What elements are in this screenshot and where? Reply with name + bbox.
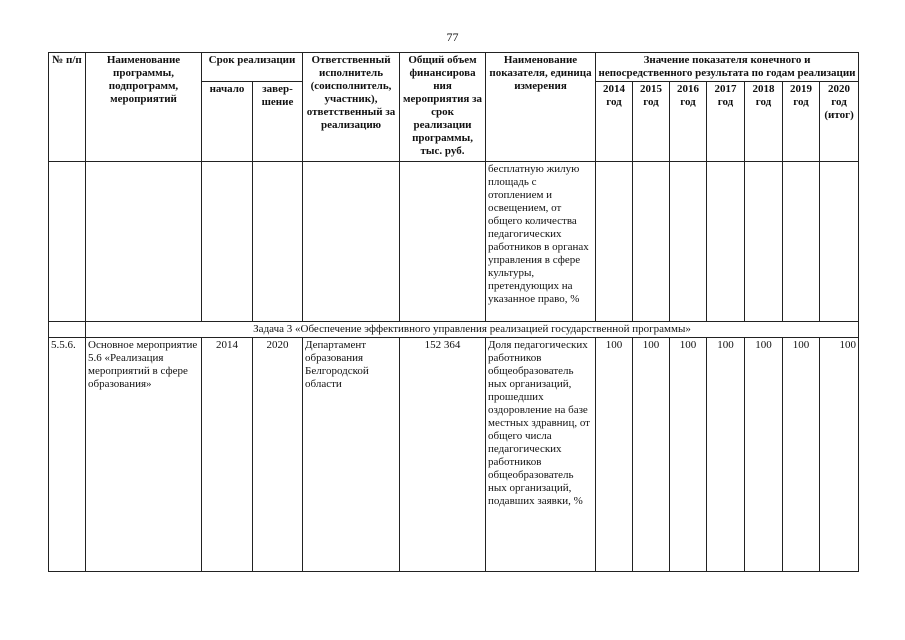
row-value-2017: 100 — [707, 338, 745, 572]
row-value-2016: 100 — [670, 338, 707, 572]
row-responsible: Департамент образования Белгородской области — [303, 338, 400, 572]
header-year-2020: 2020 год (итог) — [820, 82, 859, 162]
row-value-2019: 100 — [783, 338, 820, 572]
header-year-2019: 2019 год — [783, 82, 820, 162]
continuation-indicator: бесплатную жилую площадь с отоплением и освещением, от общего количества педагогических работников в органах управления в сфере культуры, претендующих на указанное право, % — [486, 162, 596, 322]
row-value-2015: 100 — [633, 338, 670, 572]
row-value-2020: 100 — [820, 338, 859, 572]
header-year-2015: 2015 год — [633, 82, 670, 162]
header-responsible: Ответственный исполнитель (соисполнитель, участник), ответственный за реализацию — [303, 53, 400, 162]
row-start: 2014 — [202, 338, 253, 572]
indicators-table — [48, 52, 859, 572]
row-name: Основное мероприятие 5.6 «Реализация мероприятий в сфере образования» — [86, 338, 202, 572]
header-year-2018: 2018 год — [745, 82, 783, 162]
header-end: завер-шение — [253, 82, 303, 162]
header-values-title: Значение показателя конечного и непосредственного результата по годам реализации — [596, 53, 859, 82]
row-funding: 152 364 — [400, 338, 486, 572]
row-indicator: Доля педагогических работников общеобразователь ных организаций, прошедших оздоровление на базе местных здравниц, от общего числа педагогических работников общеобразователь ных организаций, подавших заявки, % — [486, 338, 596, 572]
header-funding: Общий объем финансирова ния мероприятия за срок реализации программы, тыс. руб. — [400, 53, 486, 162]
header-name: Наименование программы, подпрограмм, мероприятий — [86, 53, 202, 162]
task-title: Задача 3 «Обеспечение эффективного управления реализацией государственной программы» — [86, 322, 859, 338]
header-year-2016: 2016 год — [670, 82, 707, 162]
task-row — [49, 322, 859, 338]
continuation-row — [49, 162, 859, 322]
header-year-2017: 2017 год — [707, 82, 745, 162]
header-num: № п/п — [49, 53, 86, 162]
header-indicator: Наименование показателя, единица измерения — [486, 53, 596, 162]
header-year-2014: 2014 год — [596, 82, 633, 162]
row-value-2014: 100 — [596, 338, 633, 572]
table-row — [49, 338, 859, 572]
header-period: Срок реализации — [202, 53, 303, 82]
page-number: 77 — [446, 30, 459, 44]
row-end: 2020 — [253, 338, 303, 572]
header-start: начало — [202, 82, 253, 162]
row-value-2018: 100 — [745, 338, 783, 572]
row-num: 5.5.6. — [49, 338, 86, 572]
